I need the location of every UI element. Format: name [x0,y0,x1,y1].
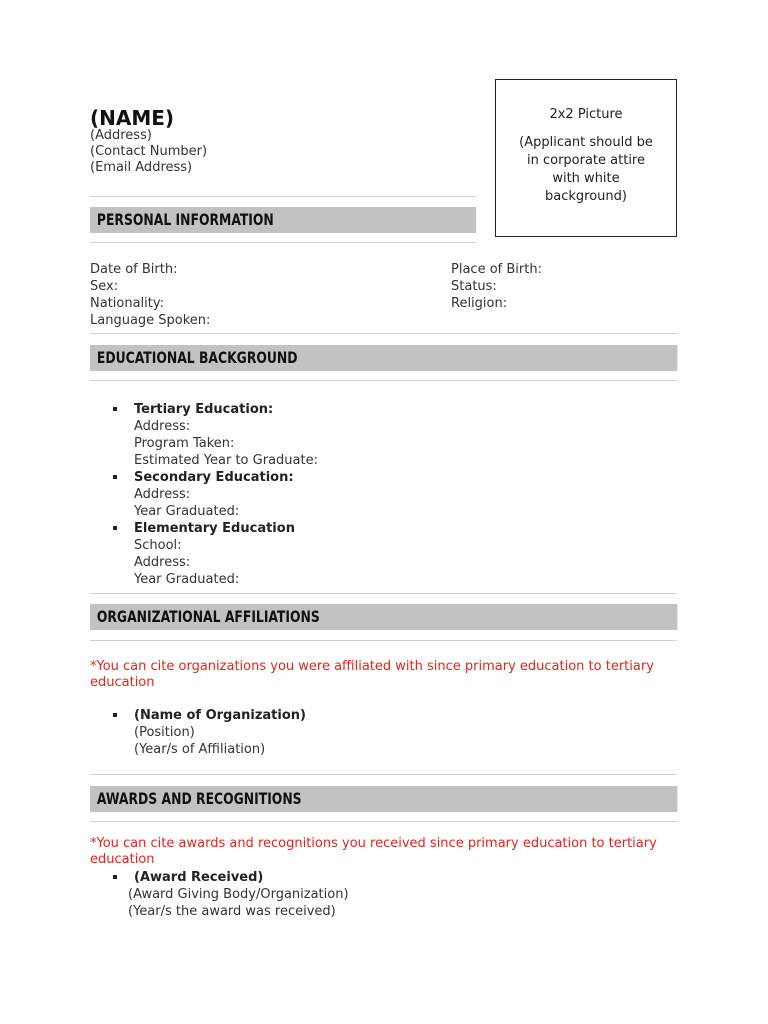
education-field: Year Graduated: [134,572,240,587]
photo-note-line: (Applicant should be [519,135,653,150]
divider [90,333,677,334]
bullet-icon [113,713,117,717]
field-place-of-birth: Place of Birth: [451,262,542,277]
divider [90,196,476,197]
awards-instruction-note [90,836,680,868]
award-name: (Award Received) [134,870,264,885]
photo-label: 2x2 Picture [549,107,623,122]
organization-name: (Name of Organization) [134,708,306,723]
list-item-organization [110,707,306,758]
education-field: Address: [134,419,191,434]
divider [90,774,677,775]
field-status: Status: [451,279,497,294]
section-heading-awards-and-recognitions: AWARDS AND RECOGNITIONS [90,786,677,812]
bullet-icon [113,407,117,411]
education-field: Program Taken: [134,436,235,451]
bullet-icon [113,875,117,879]
section-heading-personal-information: PERSONAL INFORMATION [90,207,476,233]
list-item-award [110,869,349,920]
education-field: Year Graduated: [134,504,240,519]
section-heading-organizational-affiliations: ORGANIZATIONAL AFFILIATIONS [90,604,677,630]
note-line: *You can cite organizations you were affiliated with since primary education to tertiary [90,659,654,674]
education-list [110,401,318,588]
personal-info-left-column [90,261,210,329]
affiliations-list [110,707,306,758]
award-years: (Year/s the award was received) [128,904,336,919]
photo-note-line: background) [545,189,627,204]
photo-note [496,134,676,206]
email-placeholder: (Email Address) [90,160,193,175]
address-placeholder: (Address) [90,128,152,143]
divider [90,380,677,381]
divider [90,242,476,243]
divider [90,593,677,594]
field-religion: Religion: [451,296,508,311]
education-field: Estimated Year to Graduate: [134,453,318,468]
organization-position: (Position) [134,725,195,740]
bullet-icon [113,526,117,530]
education-field: Address: [134,555,191,570]
photo-note-line: in corporate attire [526,153,645,168]
field-sex: Sex: [90,279,119,294]
note-line: education [90,675,155,690]
list-item-tertiary-education [110,401,318,469]
bullet-icon [113,475,117,479]
personal-info-right-column [451,261,542,312]
affiliations-instruction-note [90,659,680,691]
divider [90,640,677,641]
note-line: education [90,852,155,867]
photo-note-line: with white [552,171,620,186]
list-item-elementary-education [110,520,318,588]
education-field: School: [134,538,182,553]
field-date-of-birth: Date of Birth: [90,262,178,277]
education-level-title: Secondary Education: [134,470,294,485]
applicant-name: (NAME) [90,106,175,130]
awards-list [110,869,349,920]
organization-years: (Year/s of Affiliation) [134,742,266,757]
education-field: Address: [134,487,191,502]
education-level-title: Tertiary Education: [134,402,274,417]
contact-number-placeholder: (Contact Number) [90,144,208,159]
field-nationality: Nationality: [90,296,165,311]
list-item-secondary-education [110,469,318,520]
divider [90,821,677,822]
award-giving-body: (Award Giving Body/Organization) [128,887,349,902]
section-heading-educational-background: EDUCATIONAL BACKGROUND [90,345,677,371]
photo-placeholder-box [495,79,677,237]
education-level-title: Elementary Education [134,521,295,536]
field-language-spoken: Language Spoken: [90,313,211,328]
note-line: *You can cite awards and recognitions you received since primary education to tertiary [90,836,657,851]
